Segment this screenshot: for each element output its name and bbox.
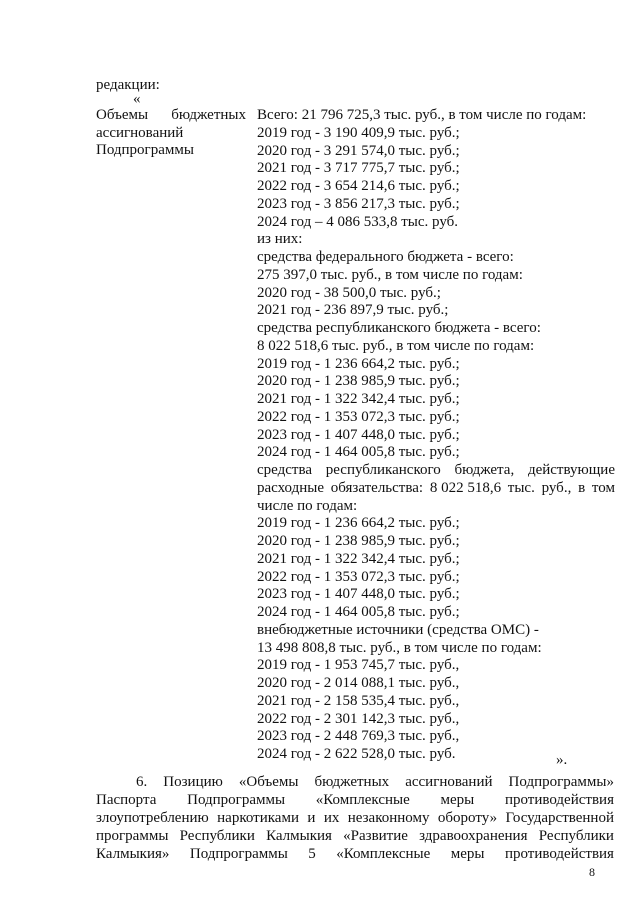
value-line: 2021 год - 1 322 342,4 тыс. руб.; [257,550,460,567]
close-quote: ». [556,752,568,768]
word: обязательства: [330,479,424,496]
value-line: 275 397,0 тыс. руб., в том числе по годам: [257,266,523,283]
value-line: 2020 год - 2 014 088,1 тыс. руб., [257,675,460,691]
para-line-2 [96,791,614,809]
paragraph-6 [96,773,614,863]
label-word-2: бюджетных [171,107,246,123]
word: меры [440,792,475,808]
word: бюджета, [454,462,515,478]
value-line: 2024 год - 2 622 528,0 тыс. руб. [257,746,456,762]
allocation-values [257,107,615,764]
word: меры [450,846,485,862]
word: том [591,479,615,496]
value-line: внебюджетные источники (средства ОМС) - [257,621,539,638]
top-text: редакции: [96,77,160,93]
value-line: 2023 год - 1 407 448,0 тыс. руб.; [257,586,460,603]
value-line: 2022 год - 3 654 214,6 тыс. руб.; [257,178,460,194]
word: их [323,810,340,826]
word: злоупотреблению [96,810,209,826]
word: Паспорта [96,792,157,808]
word: Подпрограммы [189,846,288,862]
word: Государственной [505,810,614,826]
value-line: 2024 год – 4 086 533,8 тыс. руб. [257,213,459,230]
value-line: 2024 год - 1 464 005,8 тыс. руб.; [257,444,460,461]
word: действующие [527,462,615,478]
value-line: 2023 год - 2 448 769,3 тыс. руб., [257,728,460,745]
word: расходные [257,479,325,496]
value-line: 2019 год - 1 236 664,2 тыс. руб.; [257,515,460,532]
word: бюджетных [314,774,390,790]
value-line: средства республиканского бюджета - всего: [257,320,541,336]
word: средства [257,462,313,478]
word: программы [96,828,169,844]
value-line: 13 498 808,8 тыс. руб., в том числе по годам: [257,639,542,656]
value-line: 8 022 518,6 тыс. руб., в том числе по годам: [257,337,535,354]
justified-line-2 [257,480,615,498]
word: тыс. [507,479,535,496]
allocation-label [96,107,246,160]
value-line: 2023 год - 3 856 217,3 тыс. руб.; [257,195,460,212]
value-line: 2019 год - 1 236 664,2 тыс. руб.; [257,355,460,372]
label-word-1: Объемы [96,107,149,123]
word: незаконному [347,810,430,826]
para-line-3 [96,809,614,827]
value-line: 2023 год - 1 407 448,0 тыс. руб.; [257,426,460,443]
value-line: 2021 год - 236 897,9 тыс. руб.; [257,302,449,319]
justified-line-1 [257,462,615,480]
word: обороту» [437,810,498,826]
label-line-3: Подпрограммы [96,142,194,159]
word: Республики [179,828,255,844]
page-number: 8 [589,865,595,879]
word: Калмыкия [266,828,332,844]
value-line: 2024 год - 1 464 005,8 тыс. руб.; [257,604,460,620]
word: Подпрограммы [187,792,286,808]
word: в [578,479,586,496]
word: Республики [538,828,614,844]
value-line: средства федерального бюджета - всего: [257,249,514,265]
word: 6. [136,774,148,790]
word: Позицию [163,774,223,790]
value-line: 2019 год - 1 953 745,7 тыс. руб., [257,657,460,674]
value-line: из них: [257,231,303,248]
word: «Комплексные [336,846,431,862]
value-line: числе по годам: [257,497,358,514]
para-line-1 [96,773,614,791]
value-line: 2020 год - 1 238 985,9 тыс. руб.; [257,533,460,549]
word: здравоохранения [419,828,528,844]
para-line-5 [96,845,614,863]
value-line: 2019 год - 3 190 409,9 тыс. руб.; [257,124,460,141]
para-line-4 [96,827,614,845]
word: Подпрограммы» [508,774,614,790]
word: и [307,810,316,826]
word: Калмыкия» [96,846,170,862]
open-quote: « [133,91,141,107]
value-line: 2020 год - 1 238 985,9 тыс. руб.; [257,373,460,390]
word: «Объемы [238,774,299,790]
word: противодействия [504,846,614,862]
value-line: 2020 год - 38 500,0 тыс. руб.; [257,284,441,301]
value-line: 2022 год - 2 301 142,3 тыс. руб., [257,710,460,727]
word: ассигнований [405,774,493,790]
word: республиканского [325,462,441,478]
word: противодействия [504,792,614,808]
value-line: 2022 год - 1 353 072,3 тыс. руб.; [257,408,460,425]
value-line: 2020 год - 3 291 574,0 тыс. руб.; [257,142,460,159]
value-line: 2021 год - 1 322 342,4 тыс. руб.; [257,391,460,407]
value-line: 2022 год - 1 353 072,3 тыс. руб.; [257,568,460,585]
word: наркотиками [217,810,299,826]
word: «Комплексные [315,792,410,808]
label-line-2: ассигнований [96,124,184,141]
word: «Развитие [343,828,408,844]
word: руб., [541,479,572,496]
word: 5 [308,846,316,862]
value-line: Всего: 21 796 725,3 тыс. руб., в том числе по годам: [257,107,587,123]
value-line: 2021 год - 3 717 775,7 тыс. руб.; [257,160,460,177]
word: 8 022 518,6 [429,479,502,496]
value-line: 2021 год - 2 158 535,4 тыс. руб., [257,692,460,709]
